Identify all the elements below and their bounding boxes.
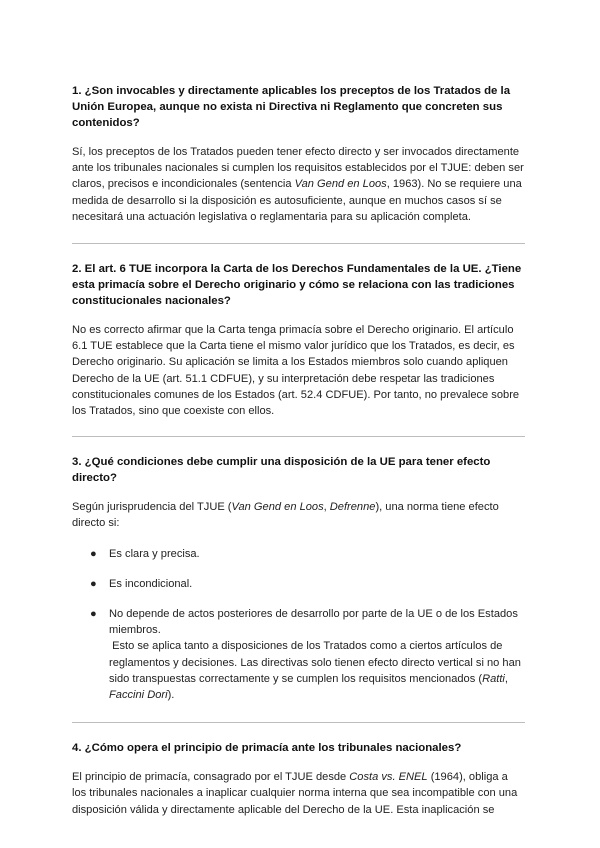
conditions-list (72, 546, 525, 704)
answer-4: El principio de primacía, consagrado por el TJUE desde Costa vs. ENEL (1964), obliga a los tribunales nacionales a inaplicar cualquier norma interna que sea incompatible con una disposición válida y directamente aplicable del Derecho de la UE. Esta inaplicación se (72, 771, 518, 816)
bullet-icon: ● (90, 608, 97, 621)
list-item: ● Es clara y precisa. (72, 546, 525, 562)
bullet-icon: ● (90, 577, 97, 590)
question-2: 2. El art. 6 TUE incorpora la Carta de los Derechos Fundamentales de la UE. ¿Tiene esta primacía sobre el Derecho originario y cómo se relaciona con las tradiciones constitucionales nacionales? (72, 263, 522, 308)
note-text: Esto se aplica tanto a disposiciones de los Tratados como a ciertos artículos de reglamentos y decisiones. Las directivas solo tienen efecto directo vertical si no han sido transpuestas correctamente y se cumplen los requisitos mencionados (Ratti, Faccini Dori). (109, 640, 521, 702)
case-citation: Costa vs. ENEL (349, 771, 428, 784)
answer-2: No es correcto afirmar que la Carta tenga primacía sobre el Derecho originario. El artículo 6.1 TUE establece que la Carta tiene el mismo valor jurídico que los Tratados, es decir, es Derecho originario. Su aplicación se limita a los Estados miembros solo cuando apliquen Derecho de la UE (art. 51.1 CDFUE), y su interpretación debe respetar las tradiciones constitucionales comunes de los Estados (art. 52.4 CDFUE). Por tanto, no prevalece sobre los Tratados, sino que coexiste con ellos. (72, 324, 520, 418)
bullet-icon: ● (90, 547, 97, 560)
case-citation: Defrenne (329, 501, 376, 514)
case-citation: Faccini Dori (109, 689, 168, 702)
list-item: ● No depende de actos posteriores de desarrollo por parte de la UE o de los Estados miembros. Esto se aplica tanto a disposiciones de los Tratados como a ciertos artículos de reglamentos y decisiones. Las directivas solo tienen efecto directo vertical si no han sido transpuestas correctamente y se cumplen los requisitos mencionados (Ratti, Faccini Dori). (90, 608, 521, 702)
question-3: 3. ¿Qué condiciones debe cumplir una disposición de la UE para tener efecto directo? (72, 456, 491, 485)
answer-1: Sí, los preceptos de los Tratados pueden tener efecto directo y ser invocados directamente ante los tribunales nacionales si cumplen los requisitos establecidos por el TJUE: deben ser claros, precisos e incondicionales (sentencia Van Gend en Loos, 1963). No se requiere una medida de desarrollo si la disposición es autosuficiente, aunque en muchos casos sí se necesitará una actuación legislativa o reglamentaria para su aplicación completa. (72, 146, 524, 223)
answer-3-intro: Según jurisprudencia del TJUE (Van Gend en Loos, Defrenne), una norma tiene efecto directo si: (72, 501, 499, 530)
list-item: ● Es incondicional. (72, 576, 525, 592)
case-citation: Van Gend en Loos (294, 178, 387, 191)
question-1: 1. ¿Son invocables y directamente aplicables los preceptos de los Tratados de la Unión Europea, aunque no exista ni Directiva ni Reglamento que concreten sus contenidos? (72, 85, 511, 129)
case-citation: Van Gend en Loos (231, 501, 324, 514)
case-citation: Ratti (482, 672, 505, 685)
question-4: 4. ¿Cómo opera el principio de primacía ante los tribunales nacionales? (72, 742, 462, 755)
